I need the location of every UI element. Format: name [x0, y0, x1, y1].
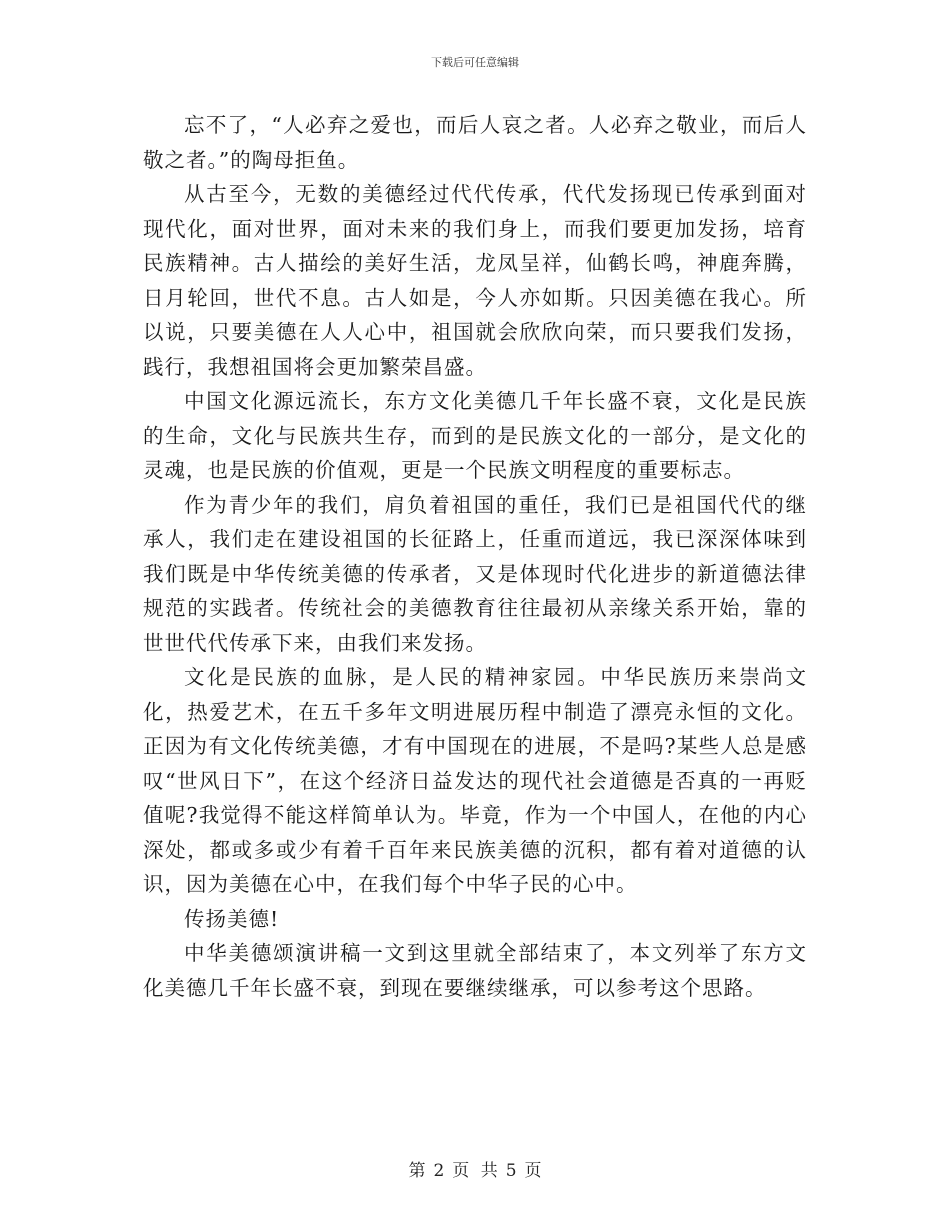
- paragraph: 中国文化源远流长，东方文化美德几千年长盛不衰，文化是民族的生命，文化与民族共生存，而到的是民族文化的一部分，是文化的灵魂，也是民族的价值观，更是一个民族文明程度的重要标志。: [143, 389, 807, 482]
- paragraph: 传扬美德!: [184, 906, 280, 931]
- footer-suffix: 页: [524, 1161, 542, 1181]
- paragraph: 作为青少年的我们，肩负着祖国的重任，我们已是祖国代代的继承人，我们走在建设祖国的长征路上，任重而道远，我已深深体味到我们既是中华传统美德的传承者，又是体现时代化进步的新道德法律规范的实践者。传统社会的美德教育往往最初从亲缘关系开始，靠的世世代代传承下来，由我们来发扬。: [143, 492, 807, 655]
- document-body: [143, 108, 807, 1005]
- page-header: 下载后可任意编辑: [431, 56, 519, 69]
- paragraph: 文化是民族的血脉，是人民的精神家园。中华民族历来崇尚文化，热爱艺术，在五千多年文明进展历程中制造了漂亮永恒的文化。正因为有文化传统美德，才有中国现在的进展，不是吗?某些人总是感叹“世风日下”，在这个经济日益发达的现代社会道德是否真的一再贬值呢?我觉得不能这样简单认为。毕竟，作为一个中国人，在他的内心深处，都或多或少有着千百年来民族美德的沉积，都有着对道德的认识，因为美德在心中，在我们每个中华子民的心中。: [143, 665, 807, 896]
- paragraph: 忘不了，“人必弃之爱也，而后人哀之者。人必弃之敬业，而后人敬之者。”的陶母拒鱼。: [143, 113, 807, 172]
- paragraph: 中华美德颂演讲稿一文到这里就全部结束了，本文列举了东方文化美德几千年长盛不衰，到现在要继续继承，可以参考这个思路。: [143, 941, 807, 1000]
- paragraph: 从古至今，无数的美德经过代代传承，代代发扬现已传承到面对现代化，面对世界，面对未来的我们身上，而我们要更加发扬，培育民族精神。古人描绘的美好生活，龙凤呈祥，仙鹤长鸣，神鹿奔腾，日月轮回，世代不息。古人如是，今人亦如斯。只因美德在我心。所以说，只要美德在人人心中，祖国就会欣欣向荣，而只要我们发扬，践行，我想祖国将会更加繁荣昌盛。: [143, 182, 807, 379]
- page-number-footer: [0, 1156, 950, 1181]
- footer-middle: 页 共: [452, 1161, 498, 1181]
- footer-prefix: 第: [408, 1161, 426, 1181]
- current-page-number: 2: [433, 1161, 445, 1181]
- total-page-count: 5: [505, 1161, 517, 1181]
